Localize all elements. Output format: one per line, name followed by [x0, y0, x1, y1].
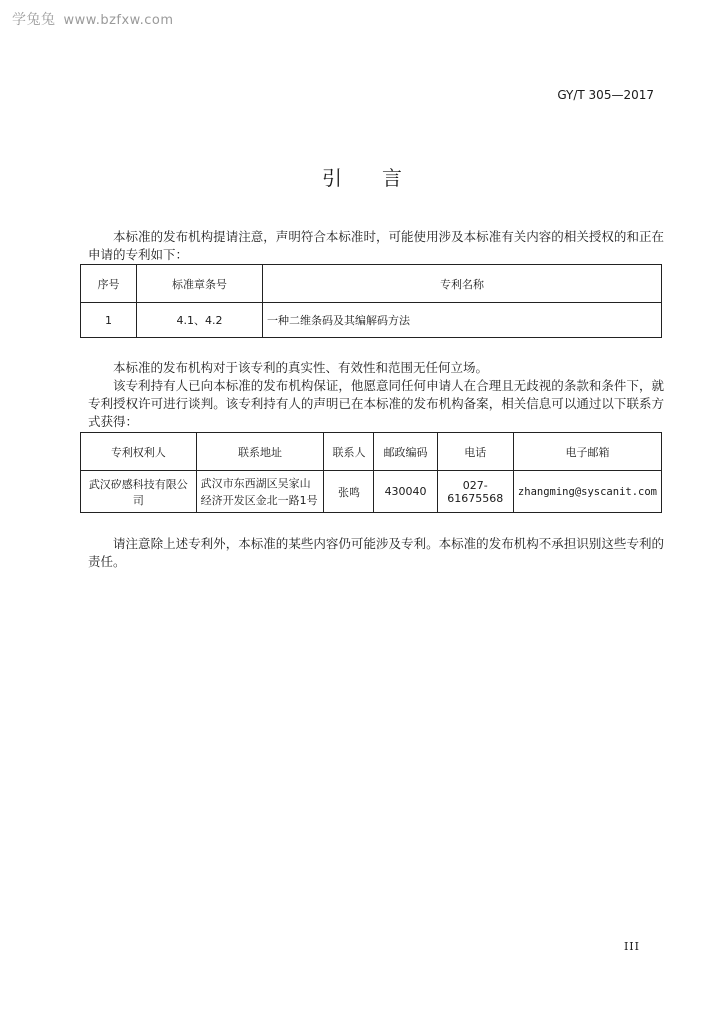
header-address: 联系地址 [196, 433, 324, 471]
cell-serial: 1 [81, 303, 137, 338]
header-clause: 标准章条号 [137, 265, 263, 303]
watermark-url: www.bzfxw.com [63, 13, 174, 28]
title-char-1: 引 [322, 166, 342, 190]
statement-paragraph-2: 该专利持有人已向本标准的发布机构保证，他愿意同任何申请人在合理且无歧视的条款和条件下，就专利授权许可进行谈判。该专利持有人的声明已在本标准的发布机构备案，相关信息可以通过以下联系方式获得： [88, 378, 664, 429]
watermark [12, 9, 174, 29]
watermark-site-name: 学兔兔 [12, 12, 56, 28]
cell-phone: 027-61675568 [437, 471, 513, 513]
cell-holder: 武汉矽感科技有限公司 [81, 471, 197, 513]
page-title [0, 162, 724, 191]
header-contact: 联系人 [324, 433, 374, 471]
address-line-1: 武汉市东西湖区吴家山 [200, 476, 311, 490]
statement-paragraph-1: 本标准的发布机构对于该专利的真实性、有效性和范围无任何立场。 [113, 360, 489, 375]
patent-table [80, 264, 662, 338]
table-header-row [81, 265, 662, 303]
closing-paragraph: 请注意除上述专利外，本标准的某些内容仍可能涉及专利。本标准的发布机构不承担识别这些专利的责任。 [88, 536, 664, 569]
header-patent-name: 专利名称 [263, 265, 662, 303]
address-line-2: 经济开发区金北一路1号 [200, 493, 318, 507]
cell-contact: 张鸣 [324, 471, 374, 513]
intro-paragraph: 本标准的发布机构提请注意，声明符合本标准时，可能使用涉及本标准有关内容的相关授权的和正在申请的专利如下： [88, 229, 664, 262]
cell-patent-name: 一种二维条码及其编解码方法 [263, 303, 662, 338]
table-row [81, 303, 662, 338]
header-email: 电子邮箱 [513, 433, 661, 471]
header-postcode: 邮政编码 [374, 433, 437, 471]
header-holder: 专利权利人 [81, 433, 197, 471]
cell-clause: 4.1、4.2 [137, 303, 263, 338]
table-row [81, 471, 662, 513]
cell-address [196, 471, 324, 513]
holder-table [80, 432, 662, 513]
title-char-2: 言 [382, 166, 402, 190]
cell-postcode: 430040 [374, 471, 437, 513]
page-number: III [623, 940, 640, 953]
header-phone: 电话 [437, 433, 513, 471]
standard-code: GY/T 305—2017 [557, 88, 654, 102]
table-header-row [81, 433, 662, 471]
cell-email: zhangming@syscanit.com [513, 471, 661, 513]
header-serial: 序号 [81, 265, 137, 303]
